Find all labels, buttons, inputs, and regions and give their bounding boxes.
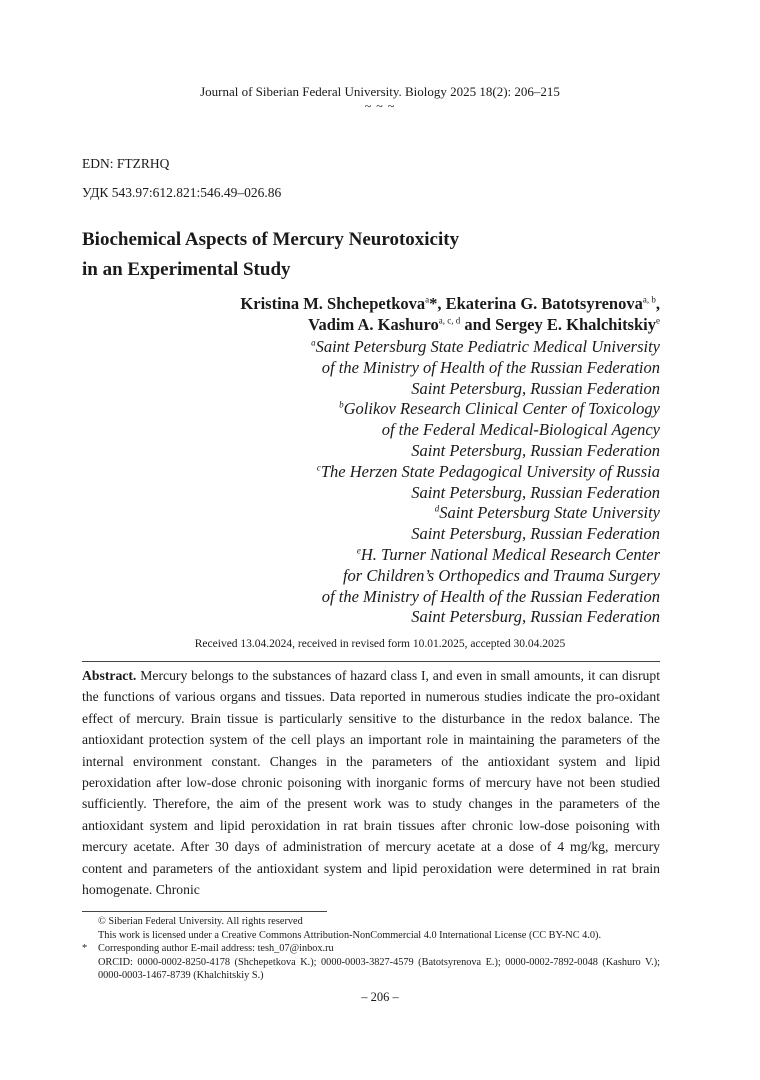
edn-identifier: EDN: FTZRHQ	[82, 156, 170, 171]
author-affil-sup: a, c, d	[438, 315, 461, 326]
affiliation-e: $^e$H. Turner National Medical Research Center for Children’s Orthopedics and Trauma Surgery of the Ministry of Health of the Russian Federation Saint Petersburg, Russian Federation	[321, 544, 660, 627]
title-line-2: in an Experimental Study	[82, 259, 291, 280]
header-separator: ~ ~ ~	[364, 99, 396, 113]
author-name: Ekaterina G. Batotsyrenova	[445, 294, 643, 313]
author-name: Kristina M. Shchepetkova	[240, 294, 426, 313]
article-title	[82, 225, 459, 285]
journal-header: Journal of Siberian Federal University. Biology 2025 18(2): 206–215	[200, 84, 560, 99]
footnote-divider	[82, 911, 327, 912]
affiliation-list	[311, 337, 660, 628]
author-line-2: Vadim A. Kashuro$^{a, c, d}$ and Sergey E. Khalchitskiy$^e$	[308, 315, 660, 334]
corresponding-email: Corresponding author E-mail address: tesh_07@inbox.ru	[98, 943, 334, 955]
affiliation-b: $^b$Golikov Research Clinical Center of Toxicology of the Federal Medical-Biological Agency Saint Petersburg, Russian Federation	[339, 399, 660, 460]
affiliation-a: $^a$Saint Petersburg State Pediatric Medical University of the Ministry of Health of the Russian Federation Saint Petersburg, Russian Federation	[311, 337, 660, 398]
received-dates: Received 13.04.2024, received in revised form 10.01.2025, accepted 30.04.2025	[194, 638, 566, 650]
author-list	[240, 293, 660, 335]
author-name: Vadim A. Kashuro	[308, 315, 439, 334]
author-affil-sup: e	[656, 315, 660, 326]
page-number: – 206 –	[361, 990, 399, 1004]
author-line-1: Kristina M. Shchepetkova$^a$*, Ekaterina G. Batotsyrenova$^{a, b}$,	[240, 294, 660, 313]
copyright-note: © Siberian Federal University. All rights reserved	[98, 916, 303, 927]
abstract-divider	[82, 661, 660, 662]
abstract	[82, 665, 660, 900]
title-line-1: Biochemical Aspects of Mercury Neurotoxicity	[82, 229, 460, 250]
abstract-text: Mercury belongs to the substances of hazard class I, and even in small amounts, it can disrupt the functions of various organs and tissues. Data reported in numerous studies indicate the pro-oxidant effect of mercury. Brain tissue is particularly sensitive to the disturbance in the redox balance. The antioxidant protection system of the cell plays an important role in maintaining the parameters of the internal environment constant. Changes in the parameters of the antioxidant system and lipid peroxidation after low-dose chronic poisoning with inorganic forms of mercury have not been studied sufficiently. Therefore, the aim of the present work was to study changes in the parameters of the antioxidant system and lipid peroxidation in rat brain tissues after chronic low-dose poisoning with mercury acetate. After 30 days of administration of mercury acetate at a dose of 4 mg/kg, mercury content and parameters of the antioxidant system and lipid peroxidation were determined in rat brain homogenate. Chronic	[82, 668, 660, 898]
abstract-label: Abstract.	[82, 668, 137, 683]
udk-identifier: УДК 543.97:612.821:546.49–026.86	[82, 185, 282, 200]
footnotes	[82, 915, 660, 983]
license-note: This work is licensed under a Creative Commons Attribution-NonCommercial 4.0 International License (CC BY-NC 4.0).	[98, 929, 602, 941]
corresponding-mark: *	[429, 294, 438, 313]
affiliation-d: $^d$Saint Petersburg State University Saint Petersburg, Russian Federation	[411, 503, 660, 544]
author-affil-sup: a	[425, 294, 430, 305]
orcid-note: ORCID: 0000-0002-8250-4178 (Shchepetkova K.); 0000-0003-3827-4579 (Batotsyrenova E.); 0000-0002-7892-0048 (Kashuro V.); 0000-0003-1467-8739 (Khalchitskiy S.)	[98, 956, 660, 982]
corresponding-note: * Corresponding author E-mail address: tesh_07@inbox.ru	[82, 943, 334, 955]
author-name: Sergey E. Khalchitskiy	[495, 315, 656, 334]
author-affil-sup: a, b	[642, 294, 656, 305]
affiliation-c: $^c$The Herzen State Pedagogical University of Russia Saint Petersburg, Russian Federation	[316, 461, 660, 502]
